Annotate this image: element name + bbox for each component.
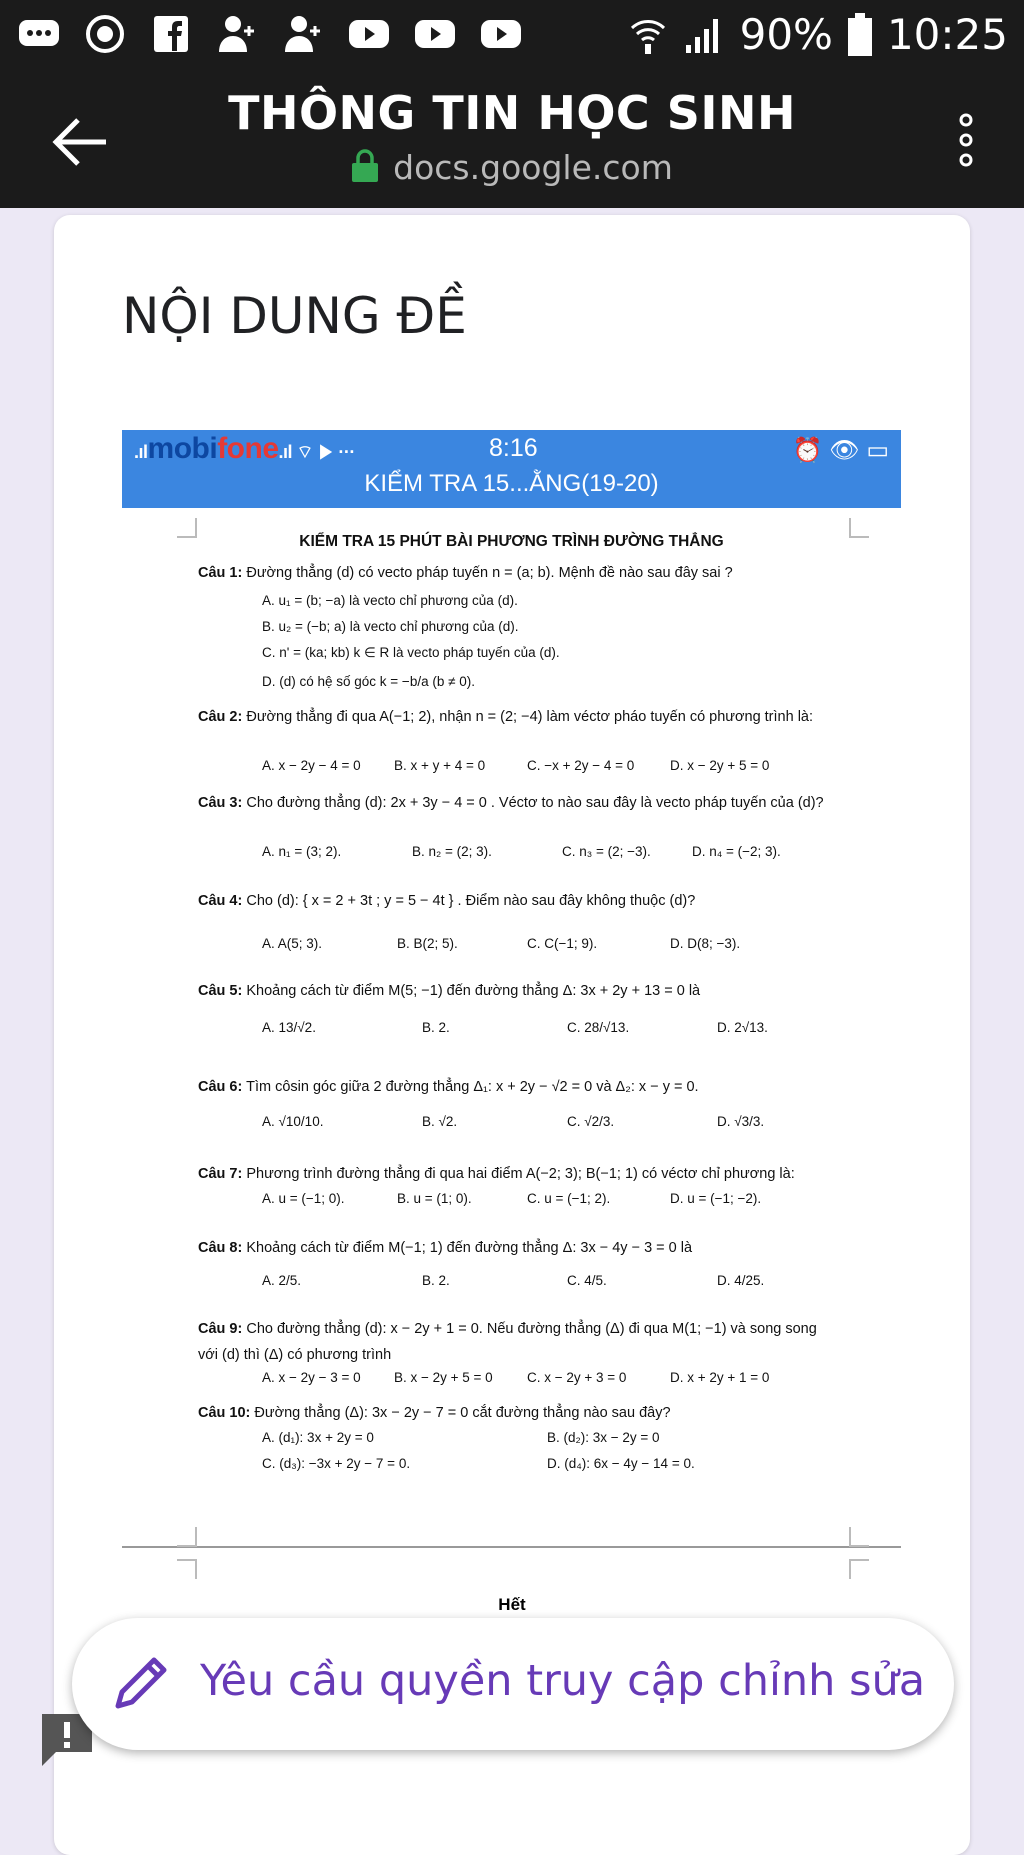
wifi-icon xyxy=(628,14,668,56)
option: B. (d₂): 3x − 2y = 0 xyxy=(547,1430,660,1445)
question-1: Câu 1: Đường thẳng (d) có vecto pháp tuyến n = (a; b). Mệnh đề nào sau đây sai ? xyxy=(198,565,733,581)
embedded-screenshot xyxy=(122,430,901,1470)
status-bar xyxy=(0,0,1024,72)
form-card xyxy=(54,215,970,1855)
option: C. 28/√13. xyxy=(567,1020,630,1035)
option: D. x − 2y + 5 = 0 xyxy=(670,758,770,773)
option: A. x − 2y − 4 = 0 xyxy=(262,758,361,773)
option: B. x + y + 4 = 0 xyxy=(394,758,486,773)
option: D. (d) có hệ số góc k = −b/a (b ≠ 0). xyxy=(262,674,476,689)
option: A. u = (−1; 0). xyxy=(262,1191,345,1206)
question-3: Câu 3: Cho đường thẳng (d): 2x + 3y − 4 = 0 . Véctơ to nào sau đây là vecto pháp tuyến của (d)? xyxy=(198,795,824,811)
page-divider xyxy=(122,1546,901,1548)
option: B. √2. xyxy=(422,1114,458,1129)
question-2: Câu 2: Đường thẳng đi qua A(−1; 2), nhận n = (2; −4) làm véctơ pháo tuyến có phương trình là: xyxy=(198,709,814,725)
add-person-icon xyxy=(280,14,326,54)
option: D. x + 2y + 1 = 0 xyxy=(670,1370,770,1385)
option: B. 2. xyxy=(422,1273,450,1288)
page-corner xyxy=(849,1527,869,1547)
option: C. u = (−1; 2). xyxy=(527,1191,611,1206)
question-9: Câu 9: Cho đường thẳng (d): x − 2y + 1 = 0. Nếu đường thẳng (Δ) đi qua M(1; −1) và song song với (d) thì (Δ) có phương trình xyxy=(198,1321,817,1363)
battery-icon xyxy=(847,13,873,57)
option: B. x − 2y + 5 = 0 xyxy=(394,1370,493,1385)
add-person-icon xyxy=(214,14,260,54)
page-corner xyxy=(177,1527,197,1547)
inner-title: KIỂM TRA 15...ẰNG(19-20) xyxy=(122,470,901,508)
system-status xyxy=(628,10,1008,59)
option: D. n₄ = (−2; 3). xyxy=(692,844,781,859)
end-text: Hết xyxy=(498,1595,526,1614)
inner-status-icons: ⏰ 👁 ▭ xyxy=(792,437,889,464)
question-4: Câu 4: Cho (d): { x = 2 + 3t ; y = 5 − 4t } . Điểm nào sau đây không thuộc (d)? xyxy=(198,893,696,909)
option: D. u = (−1; −2). xyxy=(670,1191,762,1206)
option: D. √3/3. xyxy=(717,1114,765,1129)
message-icon xyxy=(16,14,62,54)
option: C. C(−1; 9). xyxy=(527,936,598,951)
option: B. u₂ = (−b; a) là vecto chỉ phương của (d). xyxy=(262,619,519,634)
inner-status-bar xyxy=(122,430,901,470)
option: A. u₁ = (b; −a) là vecto chỉ phương của (d). xyxy=(262,593,518,608)
page-corner xyxy=(177,1559,197,1579)
request-edit-access-button[interactable] xyxy=(72,1618,954,1750)
option: C. x − 2y + 3 = 0 xyxy=(527,1370,627,1385)
notification-icons xyxy=(16,14,524,54)
option: A. A(5; 3). xyxy=(262,936,323,951)
option: A. n₁ = (3; 2). xyxy=(262,844,342,859)
lock-icon xyxy=(351,149,379,183)
question-8: Câu 8: Khoảng cách từ điểm M(−1; 1) đến đường thẳng Δ: 3x − 4y − 3 = 0 là xyxy=(198,1240,693,1256)
question-6: Câu 6: Tìm côsin góc giữa 2 đường thẳng Δ₁: x + 2y − √2 = 0 và Δ₂: x − y = 0. xyxy=(198,1079,699,1095)
option: C. n₃ = (2; −3). xyxy=(562,844,651,859)
option: A. 13/√2. xyxy=(262,1020,316,1035)
youtube-icon xyxy=(478,14,524,54)
option: C. −x + 2y − 4 = 0 xyxy=(527,758,635,773)
option: C. √2/3. xyxy=(567,1114,615,1129)
more-options-icon[interactable] xyxy=(948,110,984,170)
option: C. n' = (ka; kb) k ∈ R là vecto pháp tuyến của (d). xyxy=(262,645,560,660)
option: A. x − 2y − 3 = 0 xyxy=(262,1370,361,1385)
url-text: docs.google.com xyxy=(393,148,673,187)
question-10: Câu 10: Đường thẳng (Δ): 3x − 2y − 7 = 0 cắt đường thẳng nào sau đây? xyxy=(198,1405,671,1421)
question-5: Câu 5: Khoảng cách từ điểm M(5; −1) đến đường thẳng Δ: 3x + 2y + 13 = 0 là xyxy=(198,983,701,999)
option: A. √10/10. xyxy=(262,1114,324,1129)
page-corner xyxy=(849,1559,869,1579)
option: D. 2√13. xyxy=(717,1020,768,1035)
option: D. D(8; −3). xyxy=(670,936,741,951)
youtube-icon xyxy=(346,14,392,54)
option: A. 2/5. xyxy=(262,1273,302,1288)
option: A. (d₁): 3x + 2y = 0 xyxy=(262,1430,374,1445)
browser-icon xyxy=(82,14,128,54)
youtube-icon xyxy=(412,14,458,54)
section-heading: NỘI DUNG ĐỀ xyxy=(122,287,467,345)
request-edit-access-label: Yêu cầu quyền truy cập chỉnh sửa xyxy=(200,1656,926,1706)
option: C. 4/5. xyxy=(567,1273,607,1288)
page-title: THÔNG TIN HỌC SINH xyxy=(228,86,796,140)
battery-percent: 90% xyxy=(739,10,833,59)
exam-title: KIỂM TRA 15 PHÚT BÀI PHƯƠNG TRÌNH ĐƯỜNG THẲNG xyxy=(299,533,724,550)
option: B. B(2; 5). xyxy=(397,936,458,951)
signal-icon xyxy=(682,15,726,55)
pencil-icon xyxy=(112,1652,172,1712)
option: D. (d₄): 6x − 4y − 14 = 0. xyxy=(547,1456,695,1471)
option: D. 4/25. xyxy=(717,1273,765,1288)
facebook-icon xyxy=(148,14,194,54)
question-7: Câu 7: Phương trình đường thẳng đi qua hai điểm A(−2; 3); B(−1; 1) có véctơ chỉ phương là: xyxy=(198,1166,795,1182)
option: C. (d₃): −3x + 2y − 7 = 0. xyxy=(262,1456,411,1471)
app-bar xyxy=(0,72,1024,208)
option: B. u = (1; 0). xyxy=(397,1191,472,1206)
option: B. 2. xyxy=(422,1020,450,1035)
clock: 10:25 xyxy=(886,10,1008,59)
option: B. n₂ = (2; 3). xyxy=(412,844,492,859)
url-label xyxy=(0,148,1024,187)
inner-clock: 8:16 xyxy=(489,434,538,462)
carrier-logo: .ılmobifone.ıl ⌔ ▶ ··· xyxy=(134,432,355,465)
